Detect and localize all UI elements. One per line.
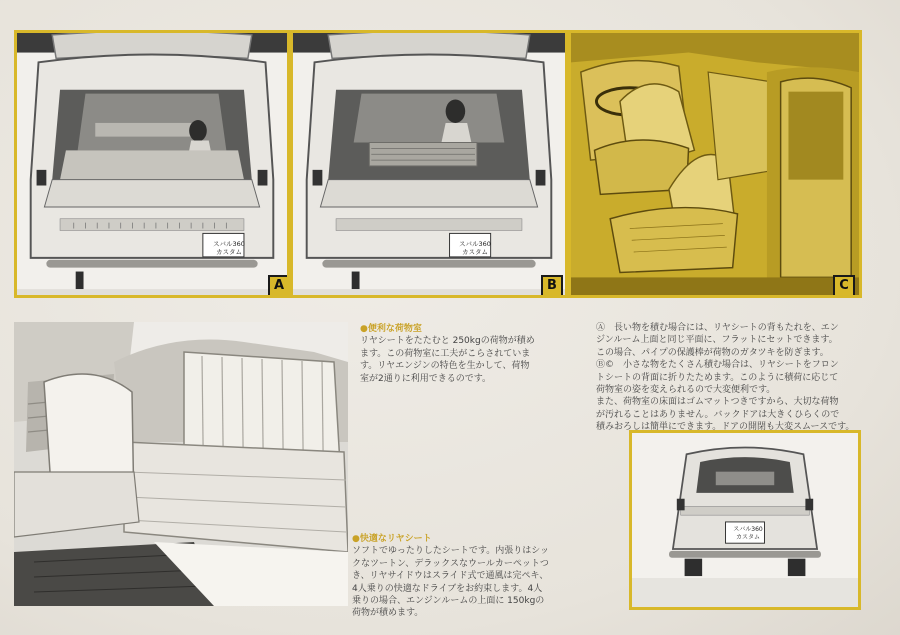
section-seat-body: ソフトでゆったりしたシートです。内張りはシッ クなツートン、デラックスなウールカーペットつ き、リヤサイドウはスライド式で通風は完ペキ、 4人乗りの快適なドライブをお約束します。4人 乗りの場合、エンジンルームの上面に 150kgの 荷物が積めます。 [352, 546, 550, 619]
section-seat [352, 533, 592, 620]
section-seat-heading: ●快適なリヤシート [352, 534, 432, 544]
photo-rear-seat [14, 322, 348, 606]
photo-c-interior [568, 30, 862, 298]
car-rear-closed-illustration [632, 433, 858, 607]
section-notes [596, 322, 866, 434]
license-plate-b: スバル360 カスタム [459, 240, 491, 256]
photo-a-cargo-flat [14, 30, 290, 298]
section-cargo-heading: ●便利な荷物室 [360, 324, 422, 334]
note-bc: Ⓑ© 小さな物をたくさん積む場合は、リヤシートをフロン トシートの背面に折りたためます。このように積荷に応じて 荷物室の姿を変えられるので大変便利です。 また、荷物室の床面はゴムマットつきですから、大切な荷物 が汚れることはありません。バックドアは大きくひらくので 積みおろしは簡単にできます。ドアの開閉も大変スムースです。 [596, 360, 855, 433]
interior-seats-illustration [571, 33, 859, 295]
label-a: A [268, 275, 290, 297]
section-cargo [360, 323, 560, 385]
label-c: C [833, 275, 855, 297]
section-cargo-body: リヤシートをたたむと 250kgの荷物が積め ます。この荷物室に工夫がこらされていま す。リヤエンジンの特色を生かして、荷物 室が2通りに利用できるのです。 [360, 336, 535, 384]
label-b: B [541, 275, 563, 297]
photo-b-cargo-folded [290, 30, 568, 298]
car-rear-open-folded-illustration [293, 33, 565, 295]
rear-seat-illustration [14, 322, 348, 606]
photo-d-car-rear [629, 430, 861, 610]
license-plate-d: スバル360 カスタム [733, 526, 763, 541]
note-a: Ⓐ 長い物を積む場合には、リヤシートの背もたれを、エン ジンルーム上面と同じ平面に、フラットにセットできます。 この場合、パイプの保護棒が荷物のガタツキを防ぎます。 [596, 323, 839, 358]
license-plate-a: スバル360 カスタム [213, 240, 245, 256]
